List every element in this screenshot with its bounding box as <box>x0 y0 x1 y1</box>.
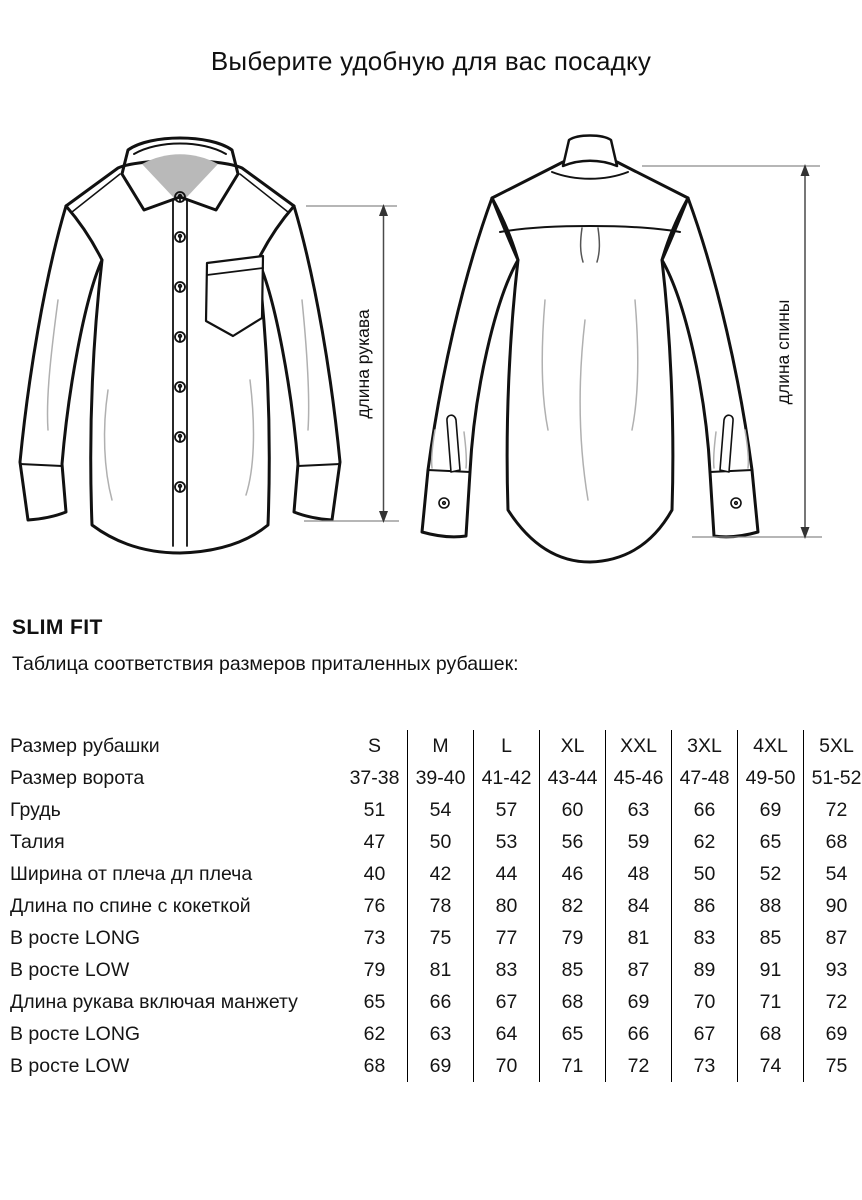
size-value-cell: 85 <box>540 954 606 986</box>
size-value-cell: 81 <box>606 922 672 954</box>
row-label: В росте LONG <box>10 926 141 949</box>
row-label: Длина по спине с кокеткой <box>10 894 251 917</box>
size-value-cell: 46 <box>540 858 606 890</box>
size-value-cell: 69 <box>408 1050 474 1082</box>
size-value-cell: 47 <box>363 830 386 853</box>
size-value-cell: 73 <box>672 1050 738 1082</box>
table-row <box>8 922 862 954</box>
row-label: Талия <box>10 830 65 853</box>
size-value-cell: XXL <box>606 730 672 762</box>
size-value-cell: 68 <box>540 986 606 1018</box>
size-value-cell: 65 <box>540 1018 606 1050</box>
size-value-cell: 51-52 <box>804 762 862 794</box>
size-value-cell: 80 <box>474 890 540 922</box>
size-value-cell: 54 <box>804 858 862 890</box>
size-table-container <box>8 730 860 1082</box>
size-value-cell: 5XL <box>804 730 862 762</box>
size-value-cell: 87 <box>804 922 862 954</box>
size-value-cell: 79 <box>363 958 386 981</box>
size-value-cell: 83 <box>474 954 540 986</box>
size-value-cell: 60 <box>540 794 606 826</box>
size-value-cell: 69 <box>606 986 672 1018</box>
table-row <box>8 986 862 1018</box>
table-row <box>8 890 862 922</box>
size-value-cell: 64 <box>474 1018 540 1050</box>
size-value-cell: 44 <box>474 858 540 890</box>
size-value-cell: 79 <box>540 922 606 954</box>
size-value-cell: L <box>474 730 540 762</box>
size-value-cell: 41-42 <box>474 762 540 794</box>
size-value-cell: 70 <box>672 986 738 1018</box>
size-value-cell: 78 <box>408 890 474 922</box>
size-value-cell: 50 <box>408 826 474 858</box>
size-value-cell: 4XL <box>738 730 804 762</box>
size-value-cell: 56 <box>540 826 606 858</box>
size-value-cell: 40 <box>363 862 386 885</box>
table-row <box>8 762 862 794</box>
size-value-cell: 45-46 <box>606 762 672 794</box>
table-row <box>8 826 862 858</box>
size-value-cell: 50 <box>672 858 738 890</box>
size-value-cell: 87 <box>606 954 672 986</box>
size-value-cell: 85 <box>738 922 804 954</box>
page-title: Выберите удобную для вас посадку <box>210 46 652 76</box>
shirt-diagrams <box>0 118 862 593</box>
size-value-cell: 63 <box>408 1018 474 1050</box>
size-value-cell: 67 <box>672 1018 738 1050</box>
size-value-cell: 37-38 <box>349 766 400 789</box>
size-value-cell: 72 <box>804 794 862 826</box>
table-caption: Таблица соответствия размеров приталенных рубашек: <box>12 653 519 675</box>
size-value-cell: 76 <box>363 894 386 917</box>
size-value-cell: 72 <box>606 1050 672 1082</box>
table-row <box>8 1018 862 1050</box>
size-value-cell: 67 <box>474 986 540 1018</box>
size-value-cell: 75 <box>804 1050 862 1082</box>
row-label: В росте LOW <box>10 1054 130 1077</box>
size-value-cell: 49-50 <box>738 762 804 794</box>
size-value-cell: 62 <box>672 826 738 858</box>
table-row <box>8 954 862 986</box>
row-label: Грудь <box>10 798 61 821</box>
size-value-cell: 72 <box>804 986 862 1018</box>
size-value-cell: 89 <box>672 954 738 986</box>
shirt-front-drawing <box>20 138 340 553</box>
size-value-cell: 65 <box>363 990 386 1013</box>
size-value-cell: 86 <box>672 890 738 922</box>
size-value-cell: 84 <box>606 890 672 922</box>
row-label: В росте LONG <box>10 1022 141 1045</box>
size-value-cell: 91 <box>738 954 804 986</box>
size-value-cell: 57 <box>474 794 540 826</box>
size-value-cell: 66 <box>408 986 474 1018</box>
shirt-back-drawing <box>422 136 758 563</box>
fit-name-heading: SLIM FIT <box>12 616 103 639</box>
size-value-cell: S <box>367 734 381 757</box>
size-value-cell: 48 <box>606 858 672 890</box>
back-length-label: длина спины <box>773 299 793 405</box>
sleeve-length-label: длина рукава <box>353 309 373 419</box>
size-value-cell: 51 <box>363 798 386 821</box>
size-value-cell: 71 <box>540 1050 606 1082</box>
table-row <box>8 794 862 826</box>
row-label: Размер рубашки <box>10 734 160 757</box>
size-value-cell: 65 <box>738 826 804 858</box>
table-row <box>8 858 862 890</box>
table-row <box>8 1050 862 1082</box>
size-value-cell: 69 <box>804 1018 862 1050</box>
size-value-cell: 69 <box>738 794 804 826</box>
row-label: Размер ворота <box>10 766 145 789</box>
size-value-cell: 73 <box>363 926 386 949</box>
size-value-cell: 52 <box>738 858 804 890</box>
size-table-body <box>8 730 862 1082</box>
size-value-cell: 93 <box>804 954 862 986</box>
size-value-cell: 54 <box>408 794 474 826</box>
size-value-cell: 62 <box>363 1022 386 1045</box>
size-value-cell: 59 <box>606 826 672 858</box>
size-value-cell: 53 <box>474 826 540 858</box>
row-label: В росте LOW <box>10 958 130 981</box>
size-value-cell: 66 <box>606 1018 672 1050</box>
size-value-cell: 82 <box>540 890 606 922</box>
size-value-cell: XL <box>540 730 606 762</box>
size-value-cell: 39-40 <box>408 762 474 794</box>
size-value-cell: 43-44 <box>540 762 606 794</box>
table-row <box>8 730 862 762</box>
size-value-cell: 90 <box>804 890 862 922</box>
size-value-cell: 66 <box>672 794 738 826</box>
size-value-cell: 77 <box>474 922 540 954</box>
size-value-cell: 47-48 <box>672 762 738 794</box>
size-value-cell: 83 <box>672 922 738 954</box>
size-value-cell: 88 <box>738 890 804 922</box>
size-value-cell: 68 <box>738 1018 804 1050</box>
size-value-cell: 81 <box>408 954 474 986</box>
size-value-cell: 74 <box>738 1050 804 1082</box>
size-value-cell: 71 <box>738 986 804 1018</box>
size-table <box>8 730 862 1082</box>
size-value-cell: 3XL <box>672 730 738 762</box>
size-value-cell: 63 <box>606 794 672 826</box>
size-value-cell: 70 <box>474 1050 540 1082</box>
size-value-cell: 68 <box>804 826 862 858</box>
row-label: Длина рукава включая манжету <box>10 990 298 1013</box>
size-value-cell: M <box>408 730 474 762</box>
row-label: Ширина от плеча дл плеча <box>10 862 253 885</box>
size-value-cell: 75 <box>408 922 474 954</box>
size-value-cell: 42 <box>408 858 474 890</box>
size-value-cell: 68 <box>363 1054 386 1077</box>
